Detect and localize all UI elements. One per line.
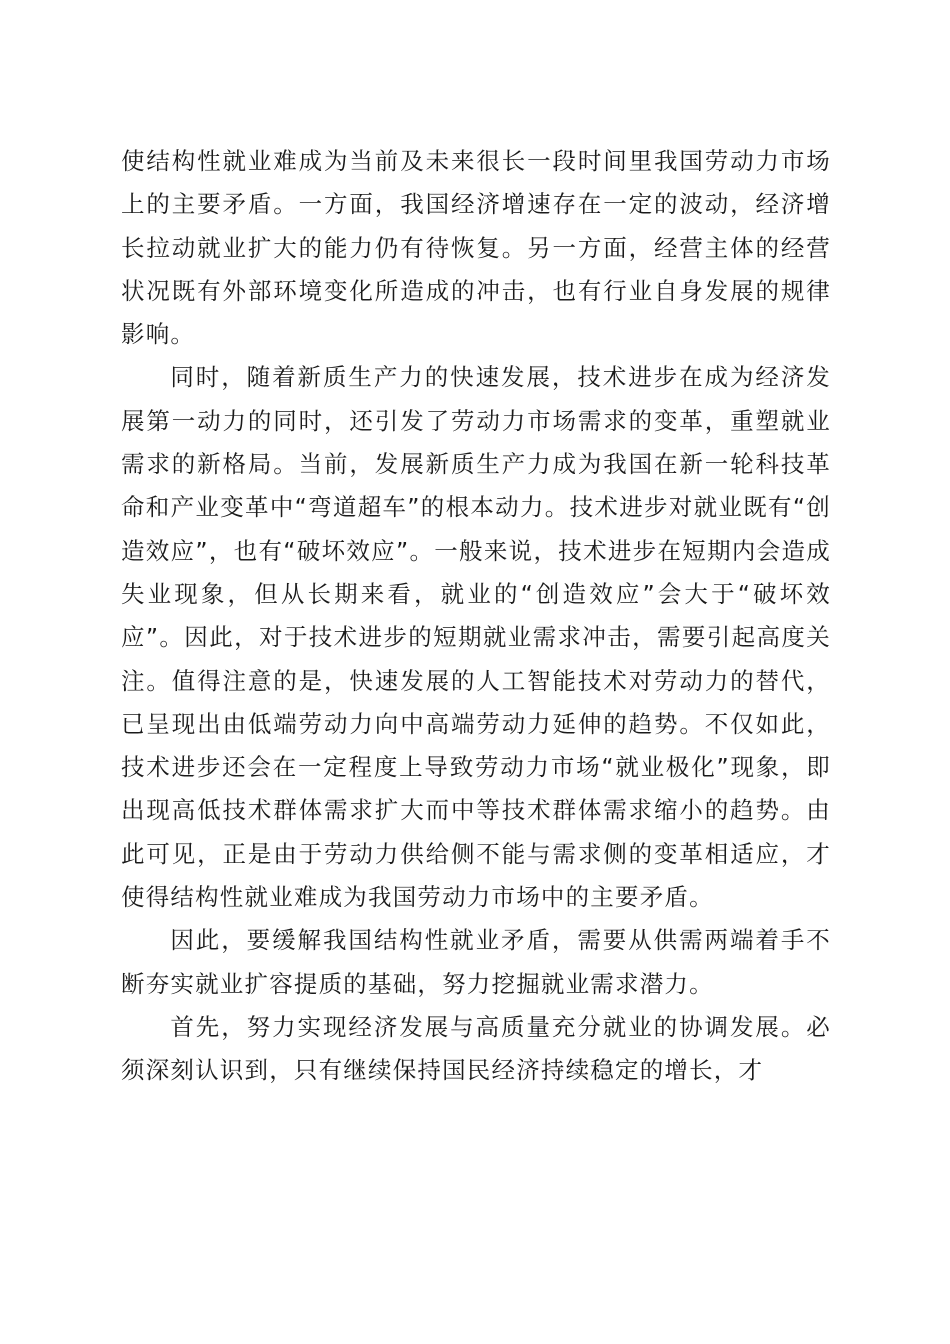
document-body	[121, 140, 831, 1093]
paragraph-therefore: 因此，要缓解我国结构性就业矛盾，需要从供需两端着手不断夯实就业扩容提质的基础，努力挖掘就业需求潜力。	[121, 926, 831, 998]
paragraph-technology: 同时，随着新质生产力的快速发展，技术进步在成为经济发展第一动力的同时，还引发了劳动力市场需求的变革，重塑就业需求的新格局。当前，发展新质生产力成为我国在新一轮科技革命和产业变革中“弯道超车”的根本动力。技术进步对就业既有“创造效应”，也有“破坏效应”。一般来说，技术进步在短期内会造成失业现象，但从长期来看，就业的“创造效应”会大于“破坏效应”。因此，对于技术进步的短期就业需求冲击，需要引起高度关注。值得注意的是，快速发展的人工智能技术对劳动力的替代，已呈现出由低端劳动力向中高端劳动力延伸的趋势。不仅如此，技术进步还会在一定程度上导致劳动力市场“就业极化”现象，即出现高低技术群体需求扩大而中等技术群体需求缩小的趋势。由此可见，正是由于劳动力供给侧不能与需求侧的变革相适应，才使得结构性就业难成为我国劳动力市场中的主要矛盾。	[121, 363, 831, 912]
paragraph-first: 首先，努力实现经济发展与高质量充分就业的协调发展。必须深刻认识到，只有继续保持国民经济持续稳定的增长，才	[121, 1012, 831, 1085]
paragraph-continuation: 使结构性就业难成为当前及未来很长一段时间里我国劳动力市场上的主要矛盾。一方面，我国经济增速存在一定的波动，经济增长拉动就业扩大的能力仍有待恢复。另一方面，经营主体的经营状况既有外部环境变化所造成的冲击，也有行业自身发展的规律影响。	[121, 147, 831, 349]
